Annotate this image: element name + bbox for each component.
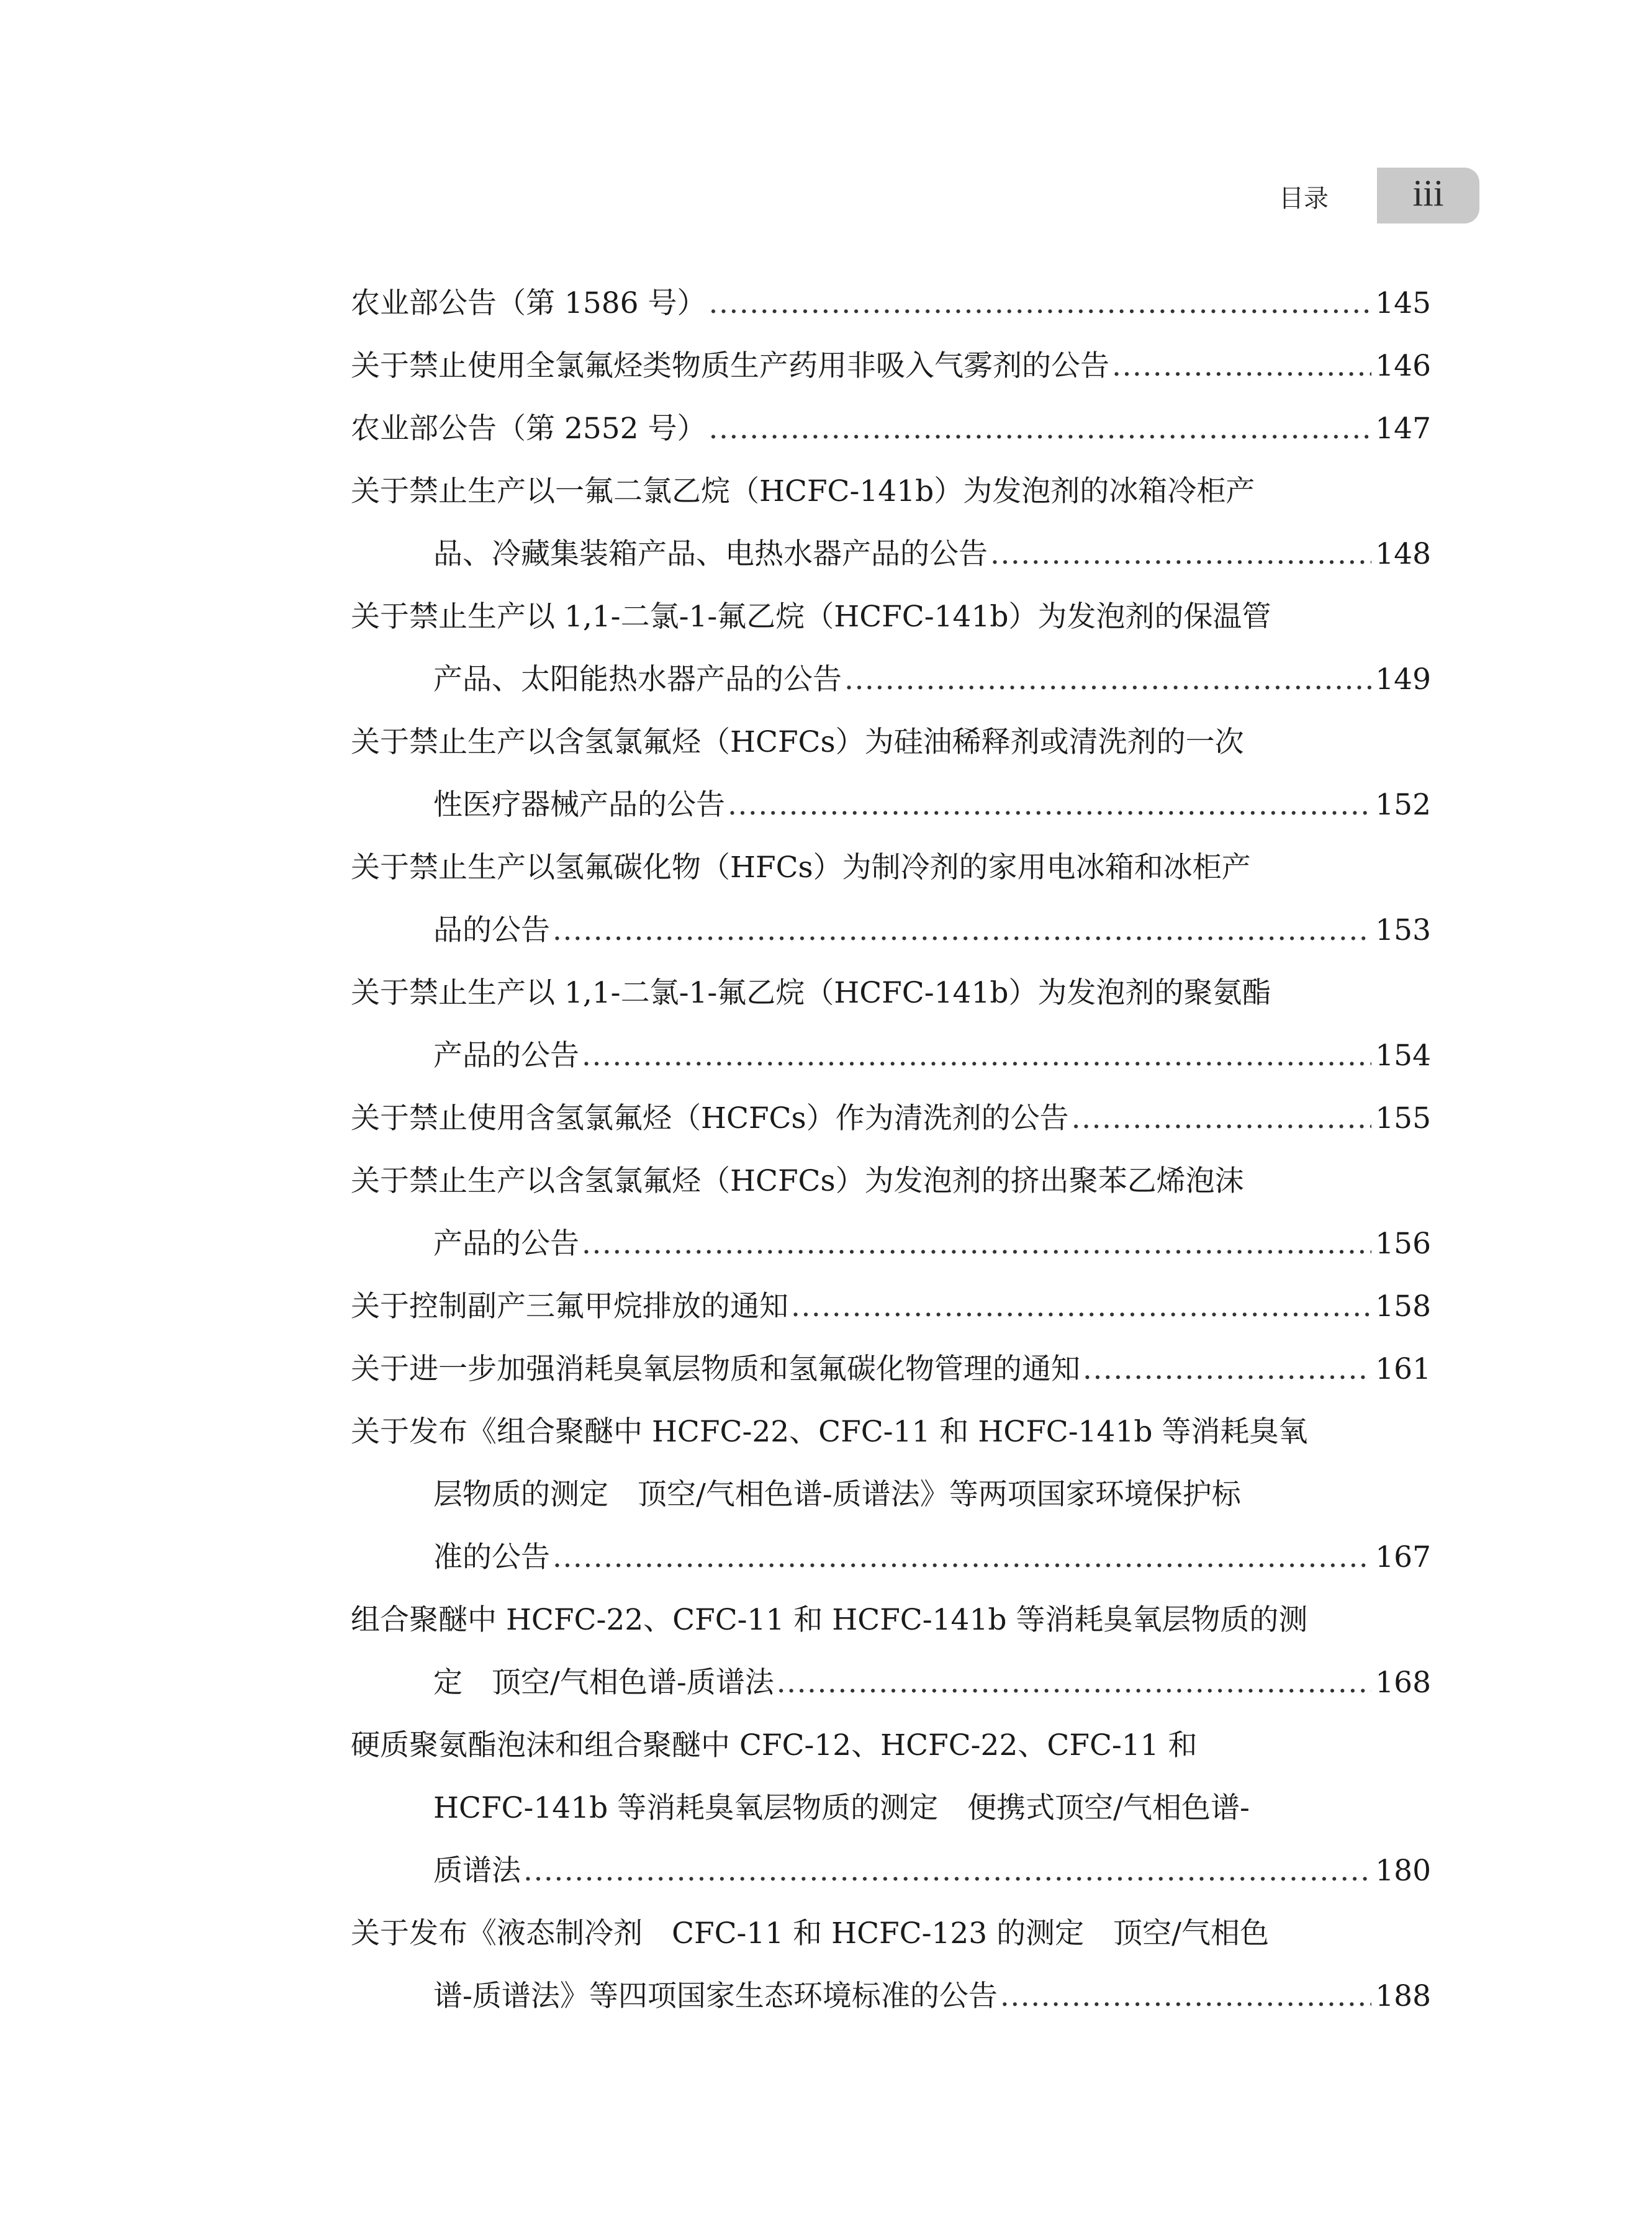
toc-page-number: 188 [1375,1979,1431,2013]
toc-entry-line[interactable] [351,397,1431,460]
toc-entry-line [351,1401,1431,1463]
toc-entry-title: 关于禁止使用含氢氯氟烃（HCFCs）作为清洗剂的公告 [351,1101,1069,1135]
toc-page-number: 158 [1375,1289,1431,1324]
toc-entry-line[interactable] [351,899,1431,962]
toc-entry-line [351,1463,1431,1526]
toc-page-number: 155 [1375,1101,1431,1135]
dot-leader [1112,335,1371,397]
toc-page-number: 168 [1375,1666,1431,1700]
toc-entry-title: 准的公告 [433,1540,550,1574]
toc-page-number: 153 [1375,913,1431,947]
toc-entry-title: 关于禁止生产以氢氟碳化物（HFCs）为制冷剂的家用电冰箱和冰柜产 [351,850,1251,885]
toc-entry-line[interactable] [351,1024,1431,1087]
toc-entry-line[interactable] [351,648,1431,711]
page-number: iii [1412,173,1444,214]
toc-entry-line[interactable] [351,1338,1431,1401]
toc-entry-title: 关于控制副产三氟甲烷排放的通知 [351,1289,788,1324]
toc-entry-line[interactable] [351,1087,1431,1150]
toc-entry-line[interactable] [351,774,1431,836]
dot-leader [777,1651,1372,1714]
toc-entry-title: 关于禁止生产以一氟二氯乙烷（HCFC-141b）为发泡剂的冰箱冷柜产 [351,474,1255,508]
toc-entry-line[interactable] [351,1965,1431,2028]
toc-entry-title: 关于进一步加强消耗臭氧层物质和氢氟碳化物管理的通知 [351,1352,1080,1386]
toc-page-number: 145 [1375,286,1431,320]
dot-leader [553,899,1371,962]
toc-entry-line[interactable] [351,1275,1431,1338]
toc-entry-title: 品、冷藏集装箱产品、电热水器产品的公告 [433,537,988,571]
dot-leader [1000,1965,1371,2028]
toc-entry-line[interactable] [351,1212,1431,1275]
dot-leader [728,774,1371,836]
dot-leader [582,1212,1371,1275]
toc-entry-title: 关于发布《组合聚醚中 HCFC-22、CFC-11 和 HCFC-141b 等消耗臭氧 [351,1415,1308,1449]
dot-leader [709,397,1372,460]
toc-entry-title: 农业部公告（第 1586 号） [351,286,706,320]
toc-page-number: 161 [1375,1352,1431,1386]
toc-entry-title: 品的公告 [433,913,550,947]
toc-entry-line[interactable] [351,523,1431,585]
toc-entry-title: 关于发布《液态制冷剂 CFC-11 和 HCFC-123 的测定 顶空/气相色 [351,1916,1269,1951]
toc-entry-title: 定 顶空/气相色谱-质谱法 [433,1666,774,1700]
toc-entry-title: 农业部公告（第 2552 号） [351,412,706,446]
toc-page-number: 147 [1375,412,1431,446]
toc-entry-line [351,1150,1431,1212]
toc-entry-line [351,1777,1431,1839]
toc-page-number: 148 [1375,537,1431,571]
dot-leader [553,1526,1371,1589]
toc-entry-title: 关于禁止生产以 1,1-二氯-1-氟乙烷（HCFC-141b）为发泡剂的聚氨酯 [351,976,1271,1010]
toc-page-number: 146 [1375,349,1431,383]
running-header-title: 目录 [1279,184,1329,213]
toc-entry-line [351,1714,1431,1777]
toc-entry-title: 组合聚醚中 HCFC-22、CFC-11 和 HCFC-141b 等消耗臭氧层物质的测 [351,1603,1308,1637]
toc-entry-title: 关于禁止生产以 1,1-二氯-1-氟乙烷（HCFC-141b）为发泡剂的保温管 [351,600,1271,634]
toc-entry-line[interactable] [351,272,1431,335]
toc-entry-title: 关于禁止使用全氯氟烃类物质生产药用非吸入气雾剂的公告 [351,349,1109,383]
toc-entry-line[interactable] [351,1526,1431,1589]
toc-entry-line [351,585,1431,648]
toc-entry-line [351,460,1431,523]
toc-entry-title: 层物质的测定 顶空/气相色谱-质谱法》等两项国家环境保护标 [433,1477,1241,1512]
toc-entry-title: 谱-质谱法》等四项国家生态环境标准的公告 [433,1979,998,2013]
toc-entry-title: 性医疗器械产品的公告 [433,788,725,822]
toc-page-number: 154 [1375,1039,1431,1073]
toc-entry-title: 产品、太阳能热水器产品的公告 [433,662,842,697]
toc-entry-title: 产品的公告 [433,1039,579,1073]
toc-entry-line [351,962,1431,1024]
toc-entry-line[interactable] [351,1839,1431,1902]
toc-entry-title: HCFC-141b 等消耗臭氧层物质的测定 便携式顶空/气相色谱- [433,1791,1250,1825]
toc-entry-line [351,836,1431,899]
dot-leader [791,1275,1371,1338]
toc-entry-title: 产品的公告 [433,1227,579,1261]
toc-entry-line [351,1589,1431,1651]
toc-entry-line [351,711,1431,774]
toc-page-number: 167 [1375,1540,1431,1574]
toc-entry-line [351,1902,1431,1965]
dot-leader [990,523,1371,585]
toc-entry-title: 质谱法 [433,1854,521,1888]
dot-leader [1072,1087,1372,1150]
page-number-tab [1377,168,1479,223]
dot-leader [523,1839,1371,1902]
toc-page-number: 152 [1375,788,1431,822]
toc-entry-title: 关于禁止生产以含氢氯氟烃（HCFCs）为硅油稀释剂或清洗剂的一次 [351,725,1244,759]
toc-entry-title: 硬质聚氨酯泡沫和组合聚醚中 CFC-12、HCFC-22、CFC-11 和 [351,1728,1198,1762]
dot-leader [709,272,1372,335]
toc-page-number: 149 [1375,662,1431,697]
table-of-contents [351,272,1431,2028]
toc-entry-line[interactable] [351,335,1431,397]
dot-leader [1083,1338,1371,1401]
toc-entry-line[interactable] [351,1651,1431,1714]
dot-leader [582,1024,1371,1087]
dot-leader [844,648,1371,711]
toc-page-number: 156 [1375,1227,1431,1261]
toc-entry-title: 关于禁止生产以含氢氯氟烃（HCFCs）为发泡剂的挤出聚苯乙烯泡沫 [351,1164,1244,1198]
toc-page-number: 180 [1375,1854,1431,1888]
